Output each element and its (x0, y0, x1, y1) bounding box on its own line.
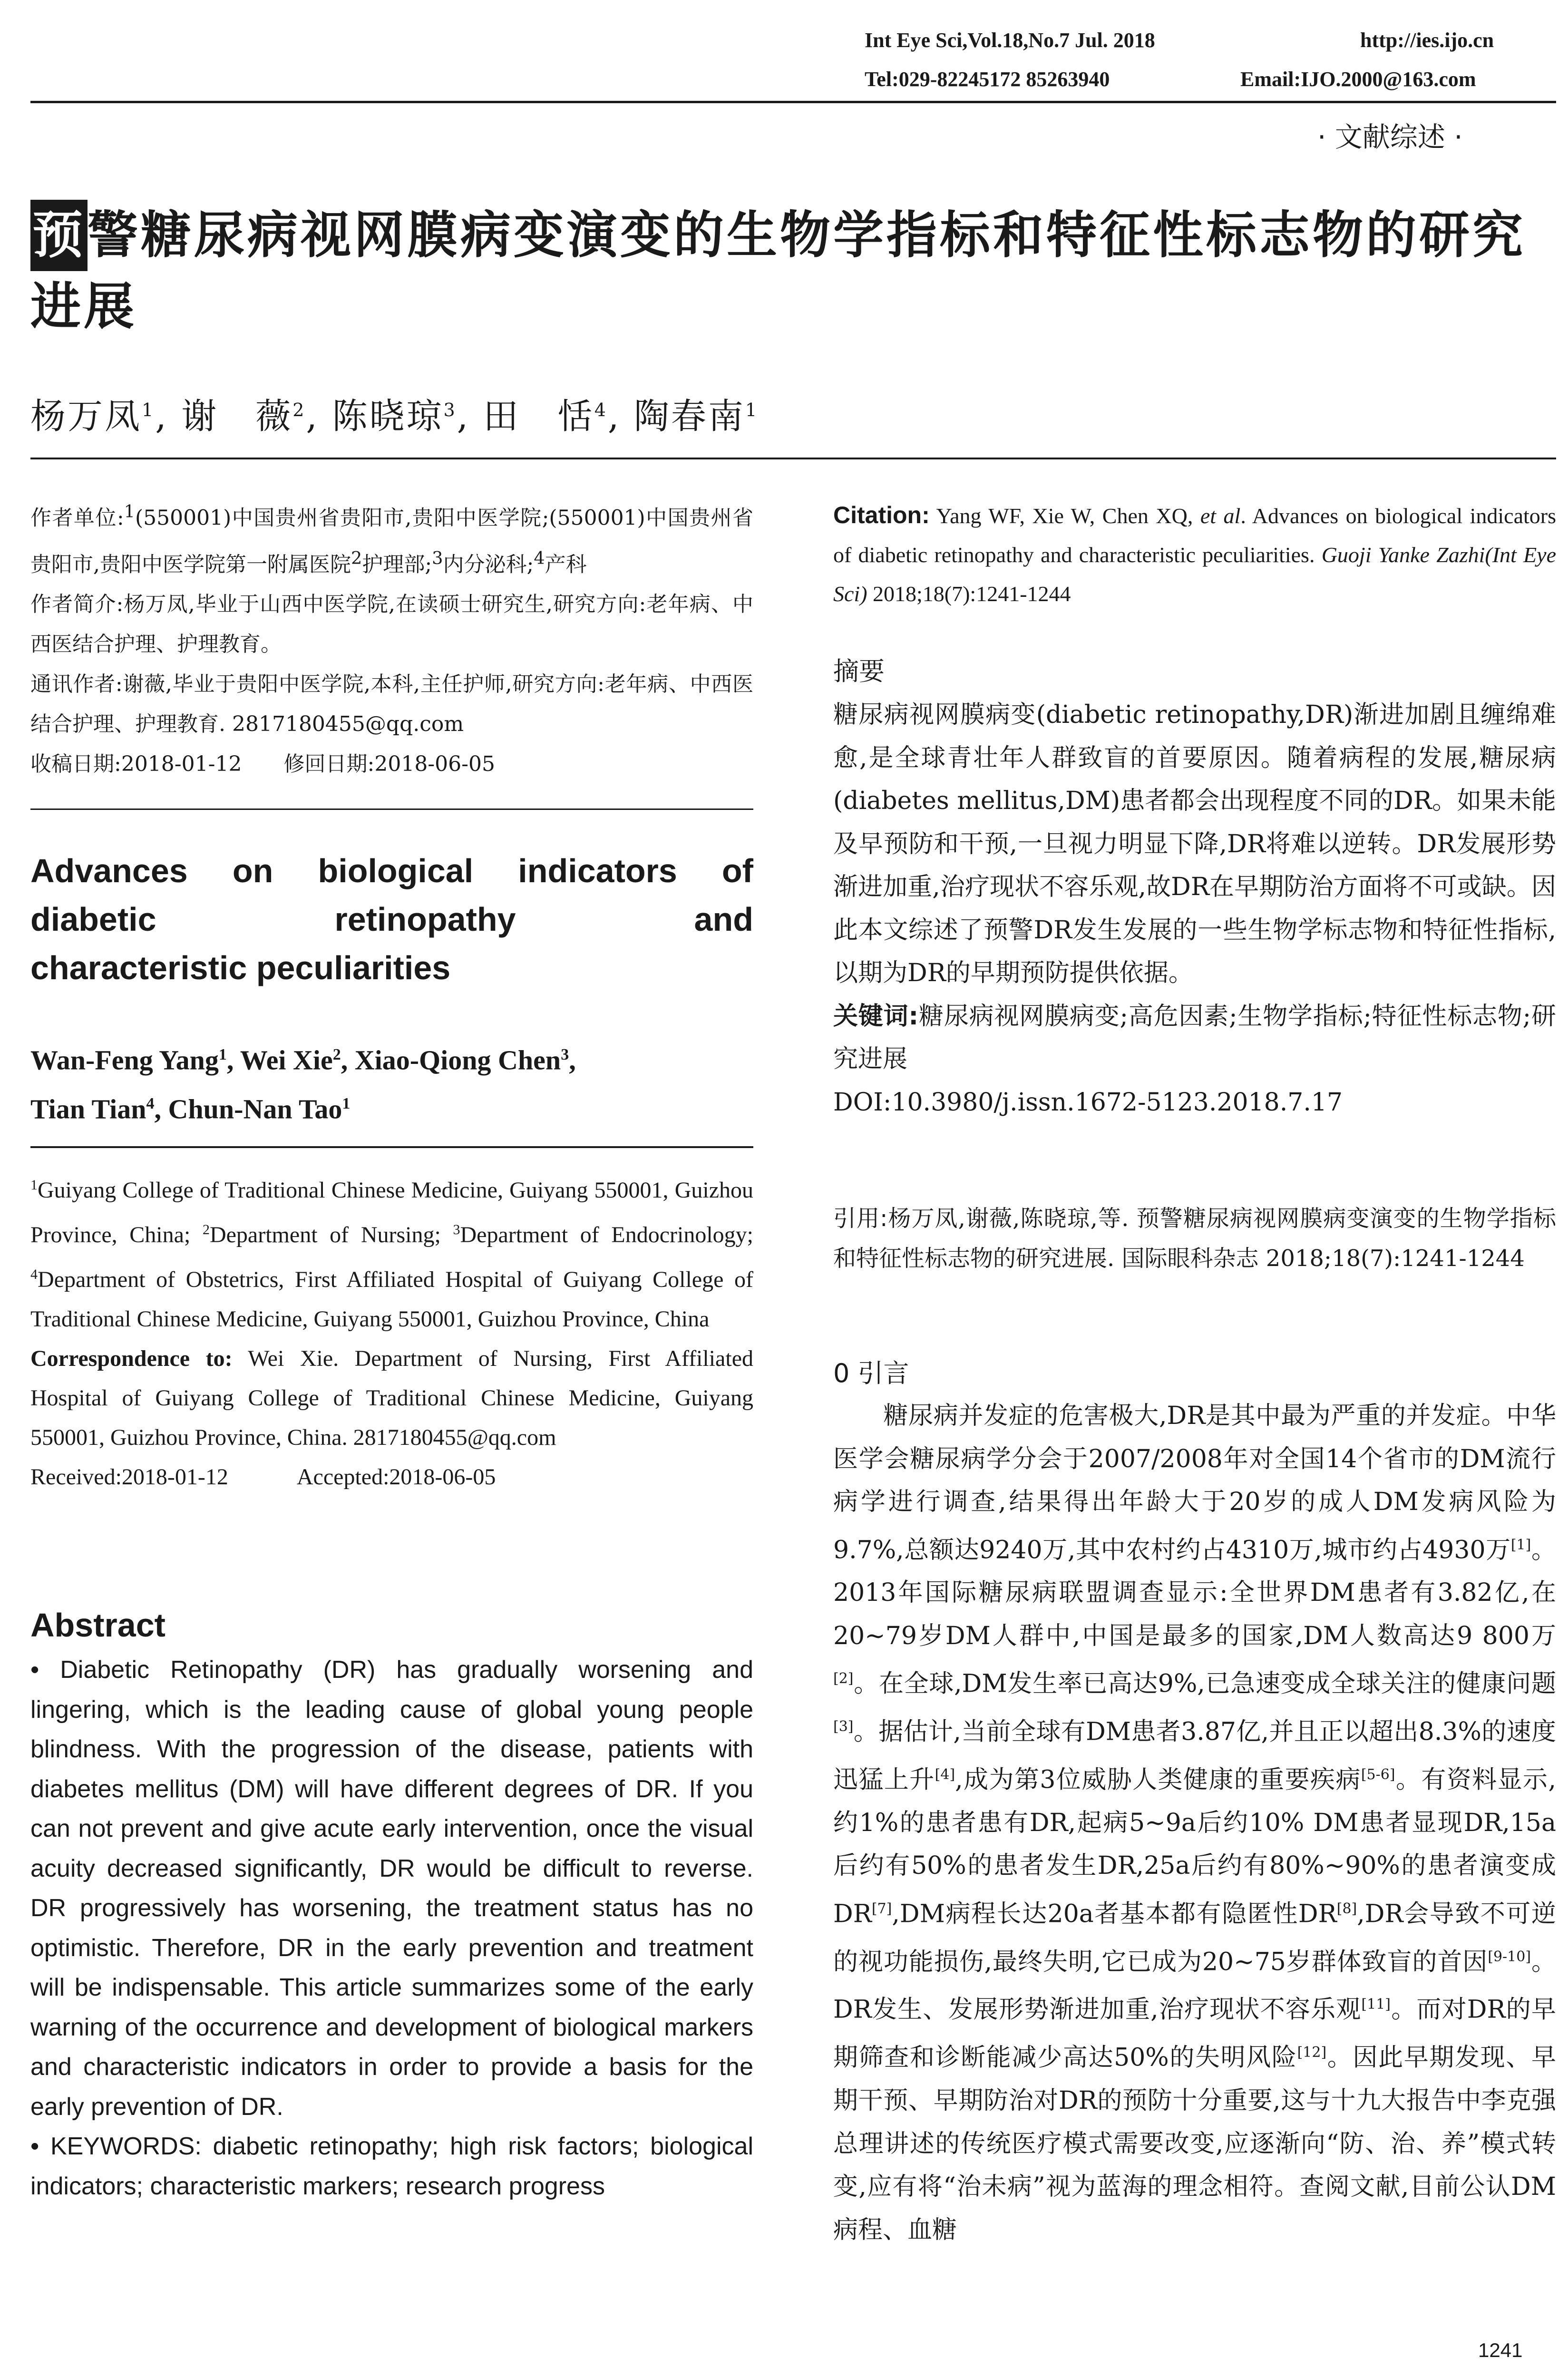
author-name: 田 恬 (483, 396, 594, 437)
author-name: 陈晓琼 (332, 396, 444, 437)
ref-mark: [12] (1297, 2044, 1327, 2061)
author-name: 陶春南 (633, 396, 745, 437)
intro-heading: 0 引言 (833, 1358, 909, 1388)
keywords-cn-text: 糖尿病视网膜病变;高危因素;生物学指标;特征性标志物;研究进展 (833, 1002, 1556, 1073)
author-en-sup: 1 (218, 1046, 227, 1063)
doi: DOI:10.3980/j.issn.1672-5123.2018.7.17 (833, 1088, 1343, 1117)
aff-en-part: Department of Obstetrics, First Affiliated Hospital of Guiyang College of Traditional Chinese Medicine, Guiyang 550001, Guizhou Province, China (30, 1267, 753, 1332)
corresponding-author: 通讯作者:谢薇,毕业于贵阳中医学院,本科,主任护师,研究方向:老年病、中西医结合护理、护理教育. 2817180455@qq.com (30, 672, 753, 737)
title-en-line: characteristic peculiarities (30, 949, 451, 986)
intro-text: 。DR发生、发展形势渐进加重,治疗现状不容乐观 (833, 1947, 1556, 2024)
article-title-en (30, 847, 753, 992)
title-en-line: Advances on biological indicators of (30, 852, 753, 889)
author-sup: 4 (594, 399, 608, 420)
affiliation-cn (30, 492, 753, 784)
intro-body (833, 1394, 1556, 2251)
ref-mark: [4] (935, 1766, 955, 1783)
ref-mark: [11] (1361, 1996, 1391, 2013)
intro-paragraph (833, 1394, 1556, 2251)
abstract-cn-heading: 摘要 (833, 656, 885, 686)
aff-en-part: Department of Endocrinology; (460, 1222, 753, 1247)
affiliation-en-text: $^1$Guiyang College of Traditional Chinese Medicine, Guiyang 550001, Guizhou Province, China; $^2$Department of Nursing; $^3$Department of Endocrinology; $^4$Department of Obstetrics, First Affiliated Hospital of Guiyang College of Traditional Chinese Medicine, Guiyang 550001, Guizhou Province, China (30, 1177, 753, 1332)
journal-info: Int Eye Sci,Vol.18,No.7 Jul. 2018 (865, 29, 1155, 52)
ref-mark: [5-6] (1361, 1766, 1395, 1783)
author-sup: 1 (745, 399, 759, 420)
correspondence-en (30, 1339, 753, 1457)
authors-en: Wan-Feng Yang$^1$, Wei Xie$^2$, Xiao-Qiong Chen$^3$, Tian Tian$^4$, Chun-Nan Tao$^1$ (30, 1044, 576, 1125)
keywords-en: • KEYWORDS: diabetic retinopathy; high risk factors; biological indicators; characteristic markers; research progress (30, 2133, 753, 2200)
journal-email: Email:IJO.2000@163.com (1240, 68, 1476, 91)
author-en-sup: 1 (342, 1095, 351, 1113)
author-en-name: Tian Tian (30, 1093, 146, 1125)
aff-text: 护理部; (362, 552, 432, 577)
journal-url: http://ies.ijo.cn (1360, 29, 1494, 52)
title-en-line: diabetic retinopathy and (30, 901, 753, 938)
author-en-name: Wei Xie (240, 1044, 333, 1076)
author-en-sup: 3 (561, 1046, 569, 1063)
correspondence-text: Wei Xie. Department of Nursing, First Affiliated Hospital of Guiyang College of Traditional Chinese Medicine, Guiyang 550001, Guizhou Province, China. 2817180455@qq.com (30, 1346, 754, 1450)
aff-en-part: Guiyang College of Traditional Chinese Medicine, Guiyang 550001, Guizhou Province, China; (30, 1178, 753, 1247)
aff-text: 内分泌科; (443, 552, 534, 577)
intro-text: 。而对DR的早期筛查和诊断能减少高达50%的失明风险 (833, 1995, 1556, 2072)
ref-mark: [3] (833, 1718, 854, 1735)
author-sup: 3 (443, 399, 457, 420)
intro-text: ,DR会导致不可逆的视功能损伤,最终失明,它已成为20~75岁群体致盲的首因 (833, 1900, 1556, 1976)
intro-text: ,成为第3位威胁人类健康的重要疾病 (955, 1765, 1361, 1794)
citation-label: Citation: (833, 502, 930, 528)
ref-mark: [2] (833, 1670, 854, 1687)
citation-text: Yang WF, Xie W, Chen XQ, (929, 504, 1200, 528)
abstract-body: • Diabetic Retinopathy (DR) has gradually worsening and lingering, which is the leading cause of global young people blindness. With the progression of the disease, patients with diabetes mellitus (DM) will have different degrees of DR. If you can not prevent and give acute early intervention, once the visual acuity decreased significantly, DR would be difficult to reverse. DR progressively has worsening, the treatment status has no optimistic. Therefore, DR in the early prevention and treatment will be indispensable. This article summarizes some of the early warning of the occurrence and development of biological markers and characteristic indicators in order to provide a basis for the early prevention of DR. (30, 1656, 753, 2121)
en-authors-rule (30, 1146, 753, 1148)
received-dates: 收稿日期:2018-01-12 修回日期:2018-06-05 (30, 752, 496, 777)
authors-cn: 杨万凤$^1$, 谢 薇$^2$, 陈晓琼$^3$, 田 恬$^4$, 陶春南$^1$ (30, 396, 759, 437)
reference-cn-label: 引用: (833, 1205, 888, 1232)
citation-journal: Guoji Yanke Zazhi(Int Eye Sci) (833, 543, 1556, 606)
page-number: 1241 (1478, 2339, 1523, 2361)
author-name: 谢 薇 (181, 396, 293, 437)
title-first-char: 预 (30, 200, 88, 271)
author-name: 杨万凤 (30, 396, 142, 437)
author-en-sup: 2 (332, 1046, 341, 1063)
authors-rule (30, 458, 1556, 459)
affiliation-en (30, 1165, 753, 1497)
author-bio: 作者简介:杨万凤,毕业于山西中医学院,在读硕士研究生,研究方向:老年病、中西医结合护理、护理教育。 (30, 592, 753, 657)
aff-text: (550001)中国贵州省贵阳市,贵阳中医学院; (135, 506, 549, 530)
intro-text: 。据估计,当前全球有DM患者3.87亿,并且正以超出8.3%的速度迅猛上升 (833, 1717, 1556, 1794)
keywords-cn (833, 995, 1556, 1081)
citation-text: 2018;18(7):1241-1244 (867, 582, 1071, 606)
abstract-cn-body: 糖尿病视网膜病变(diabetic retinopathy,DR)渐进加剧且缠绵难愈,是全球青壮年人群致盲的首要原因。随着病程的发展,糖尿病(diabetes mellitus,DM)患者都会出现程度不同的DR。如果未能及早预防和干预,一旦视力明显下降,DR将难以逆转。DR发展形势渐进加重,治疗现状不容乐观,故DR在早期防治方面将不可或缺。因此本文综述了预警DR发生发展的一些生物学标志物和特征性指标,以期为DR的早期预防提供依据。 (833, 701, 1556, 987)
intro-text: 糖尿病并发症的危害极大,DR是其中最为严重的并发症。中华医学会糖尿病学分会于2007/2008年对全国14个省市的DM流行病学进行调查,结果得出年龄大于20岁的成人DM发病风险为9.7%,总额达9240万,其中农村约占4310万,城市约占4930万 (833, 1402, 1556, 1564)
citation-etal: et al (1200, 504, 1241, 528)
intro-text: ,DM病程长达20a者基本都有隐匿性DR (892, 1900, 1337, 1929)
intro-text: 。2013年国际糖尿病联盟调查显示:全世界DM患者有3.82亿,在20~79岁DM人群中,中国是最多的国家,DM人数高达9 800万 (833, 1535, 1556, 1650)
abstract-heading: Abstract (30, 1607, 166, 1644)
ref-mark: [9-10] (1488, 1948, 1531, 1965)
citation-text: . Advances on biological indicators of diabetic retinopathy and characteristic peculiarities. (833, 504, 1556, 567)
received-accepted: Received:2018-01-12 Accepted:2018-06-05 (30, 1464, 496, 1490)
author-en-name: Wan-Feng Yang (30, 1044, 219, 1076)
intro-text: 。有资料显示,约1%的患者患有DR,起病5~9a后约10% DM患者显现DR,15a后约有50%的患者发生DR,25a后约有80%~90%的患者演变成DR (833, 1765, 1556, 1929)
title-rest: 警糖尿病视网膜病变演变的生物学指标和特征性标志物的研究进展 (30, 206, 1526, 336)
correspondence-label: Correspondence to: (30, 1346, 233, 1371)
intro-text: 。因此早期发现、早期干预、早期防治对DR的预防十分重要,这与十九大报告中李克强总理讲述的传统医疗模式需要改变,应逐渐向“防、治、养”模式转变,应有将“治未病”视为蓝海的理念相符。查阅文献,目前公认DM病程、血糖 (833, 2043, 1556, 2244)
ref-mark: [1] (1510, 1536, 1531, 1553)
author-sup: 1 (142, 399, 156, 420)
aff-text: 产科 (545, 552, 587, 577)
author-en-sup: 4 (146, 1095, 155, 1113)
aff-label: 作者单位: (30, 506, 124, 530)
intro-text: 。在全球,DM发生率已高达9%,已急速变成全球关注的健康问题 (853, 1669, 1556, 1698)
section-label: · 文献综述 · (1317, 121, 1463, 153)
author-en-name: Xiao-Qiong Chen (354, 1044, 561, 1076)
aff-en-part: Department of Nursing; (209, 1222, 453, 1247)
reference-cn (833, 1198, 1556, 1278)
author-sup: 2 (292, 399, 306, 420)
ref-mark: [8] (1336, 1900, 1357, 1917)
journal-tel: Tel:029-82245172 85263940 (865, 68, 1110, 91)
article-title-cn (30, 200, 1552, 342)
abstract-cn (833, 693, 1556, 1124)
ref-mark: [7] (871, 1900, 892, 1917)
citation (833, 496, 1556, 614)
aff-rule (30, 809, 753, 810)
abstract-en (30, 1650, 753, 2206)
affiliation-units: 作者单位:$^1$(550001)中国贵州省贵阳市,贵阳中医学院;(550001)中国贵州省贵阳市,贵阳中医学院第一附属医院$^2$护理部;$^3$内分泌科;$^4$产科 (30, 501, 754, 577)
author-en-name: Chun-Nan Tao (168, 1093, 342, 1125)
keywords-cn-label: 关键词: (833, 1002, 919, 1031)
reference-cn-text: 杨万凤,谢薇,陈晓琼,等. 预警糖尿病视网膜病变演变的生物学指标和特征性标志物的研究进展. 国际眼科杂志 2018;18(7):1241-1244 (833, 1205, 1556, 1272)
header-rule (30, 101, 1556, 103)
aff-text: (550001)中国贵州省贵阳市,贵阳中医学院第一附属医院 (30, 506, 754, 577)
